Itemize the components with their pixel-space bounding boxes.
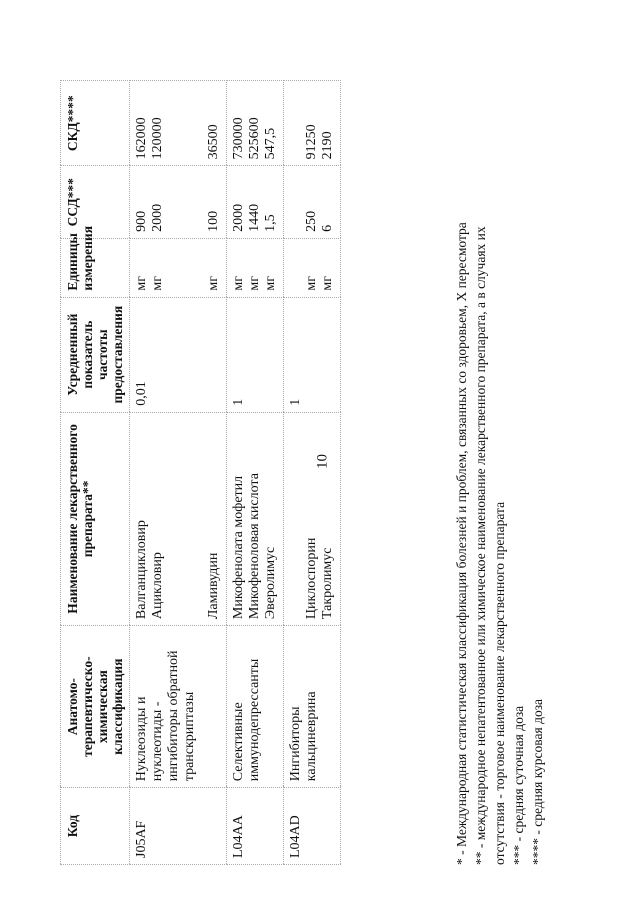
drug-skd-value: 525600: [247, 117, 262, 160]
drug-names: [284, 412, 341, 625]
drug-skd-value: 162000: [134, 117, 149, 160]
group-atc: Нуклеозиды и нуклеотиды - ингибиторы обратной транскриптазы: [130, 626, 227, 788]
header-ssd: ССД***: [61, 166, 130, 239]
drug-unit: мг: [320, 275, 335, 291]
table-header-row: [61, 81, 130, 865]
drug-skd: [130, 81, 227, 166]
drug-units: [130, 238, 227, 297]
drug-ssd: [130, 166, 227, 239]
drug-name: Ламивудин: [206, 552, 221, 620]
group-code: L04AA: [227, 788, 284, 865]
header-unit: Единицы измерения: [61, 238, 130, 297]
footnote: ** - международное непатентованное или химическое наименование лекарственного препарата, а в случаях их: [473, 226, 488, 865]
drug-ssd: [227, 166, 284, 239]
drug-name: Валганцикловир: [134, 520, 149, 620]
drug-unit: мг: [150, 275, 165, 291]
drug-unit: мг: [263, 275, 278, 291]
drug-skd-value: 91250: [304, 124, 319, 160]
drug-names: [130, 412, 227, 625]
drug-name: Циклоспорин: [304, 537, 319, 620]
drug-ssd-value: 2000: [231, 203, 246, 232]
group-atc: Селективные иммунодепрессанты: [227, 626, 284, 788]
group-freq: 0,01: [130, 297, 227, 412]
drug-unit: мг: [134, 275, 149, 291]
footnote: * - Международная статистическая классификация болезней и проблем, связанных со здоровьем, X пересмотра: [454, 222, 469, 865]
page-number: 10: [314, 454, 331, 469]
table-row: [284, 81, 341, 865]
header-atc: Анатомо-терапевтическо-химическая классификация: [61, 626, 130, 788]
header-freq: Усредненный показатель частоты предоставления: [61, 297, 130, 412]
drug-name: Такролимус: [320, 547, 335, 620]
drug-ssd-value: 6: [320, 224, 335, 232]
header-code: Код: [61, 788, 130, 865]
drug-name: Ацикловир: [150, 552, 165, 620]
drug-units: [284, 238, 341, 297]
drug-ssd-value: 1,5: [263, 214, 278, 232]
drug-skd-value: 2190: [320, 131, 335, 160]
drug-skd-value: 547,5: [263, 127, 278, 160]
drug-skd: [284, 81, 341, 166]
drug-skd-value: 730000: [231, 117, 246, 160]
drug-ssd-value: 250: [304, 210, 319, 232]
table-row: [130, 81, 227, 865]
group-code: L04AD: [284, 788, 341, 865]
drug-ssd-value: 900: [134, 210, 149, 232]
drug-names: [227, 412, 284, 625]
drug-skd-value: 36500: [206, 124, 221, 160]
group-freq: 1: [284, 297, 341, 412]
drug-skd: [227, 81, 284, 166]
drug-unit: мг: [304, 275, 319, 291]
drug-ssd-value: 1440: [247, 203, 262, 232]
drug-unit: мг: [206, 275, 221, 291]
header-name: Наименование лекарственного препарата**: [61, 412, 130, 625]
header-skd: СКД****: [61, 81, 130, 166]
group-atc: Ингибиторы кальциневрина: [284, 626, 341, 788]
drug-ssd-value: 100: [206, 210, 221, 232]
footnotes: [452, 45, 547, 865]
group-freq: 1: [227, 297, 284, 412]
footnote: **** - средняя курсовая доза: [530, 698, 545, 865]
drug-unit: мг: [247, 275, 262, 291]
footnote: *** - средняя суточная доза: [511, 705, 526, 865]
drug-unit: мг: [231, 275, 246, 291]
drug-name: Микофеноловая кислота: [247, 473, 262, 620]
drug-ssd: [284, 166, 341, 239]
footnote: отсутствия - торговое наименование лекарственного препарата: [492, 501, 507, 865]
drug-name: Эверолимус: [263, 546, 278, 620]
drug-ssd-value: 2000: [150, 203, 165, 232]
table-row: [227, 81, 284, 865]
drug-table: [60, 80, 341, 865]
drug-units: [227, 238, 284, 297]
drug-skd-value: 120000: [150, 117, 165, 160]
group-code: J05AF: [130, 788, 227, 865]
drug-name: Микофенолата мофетил: [231, 475, 246, 620]
